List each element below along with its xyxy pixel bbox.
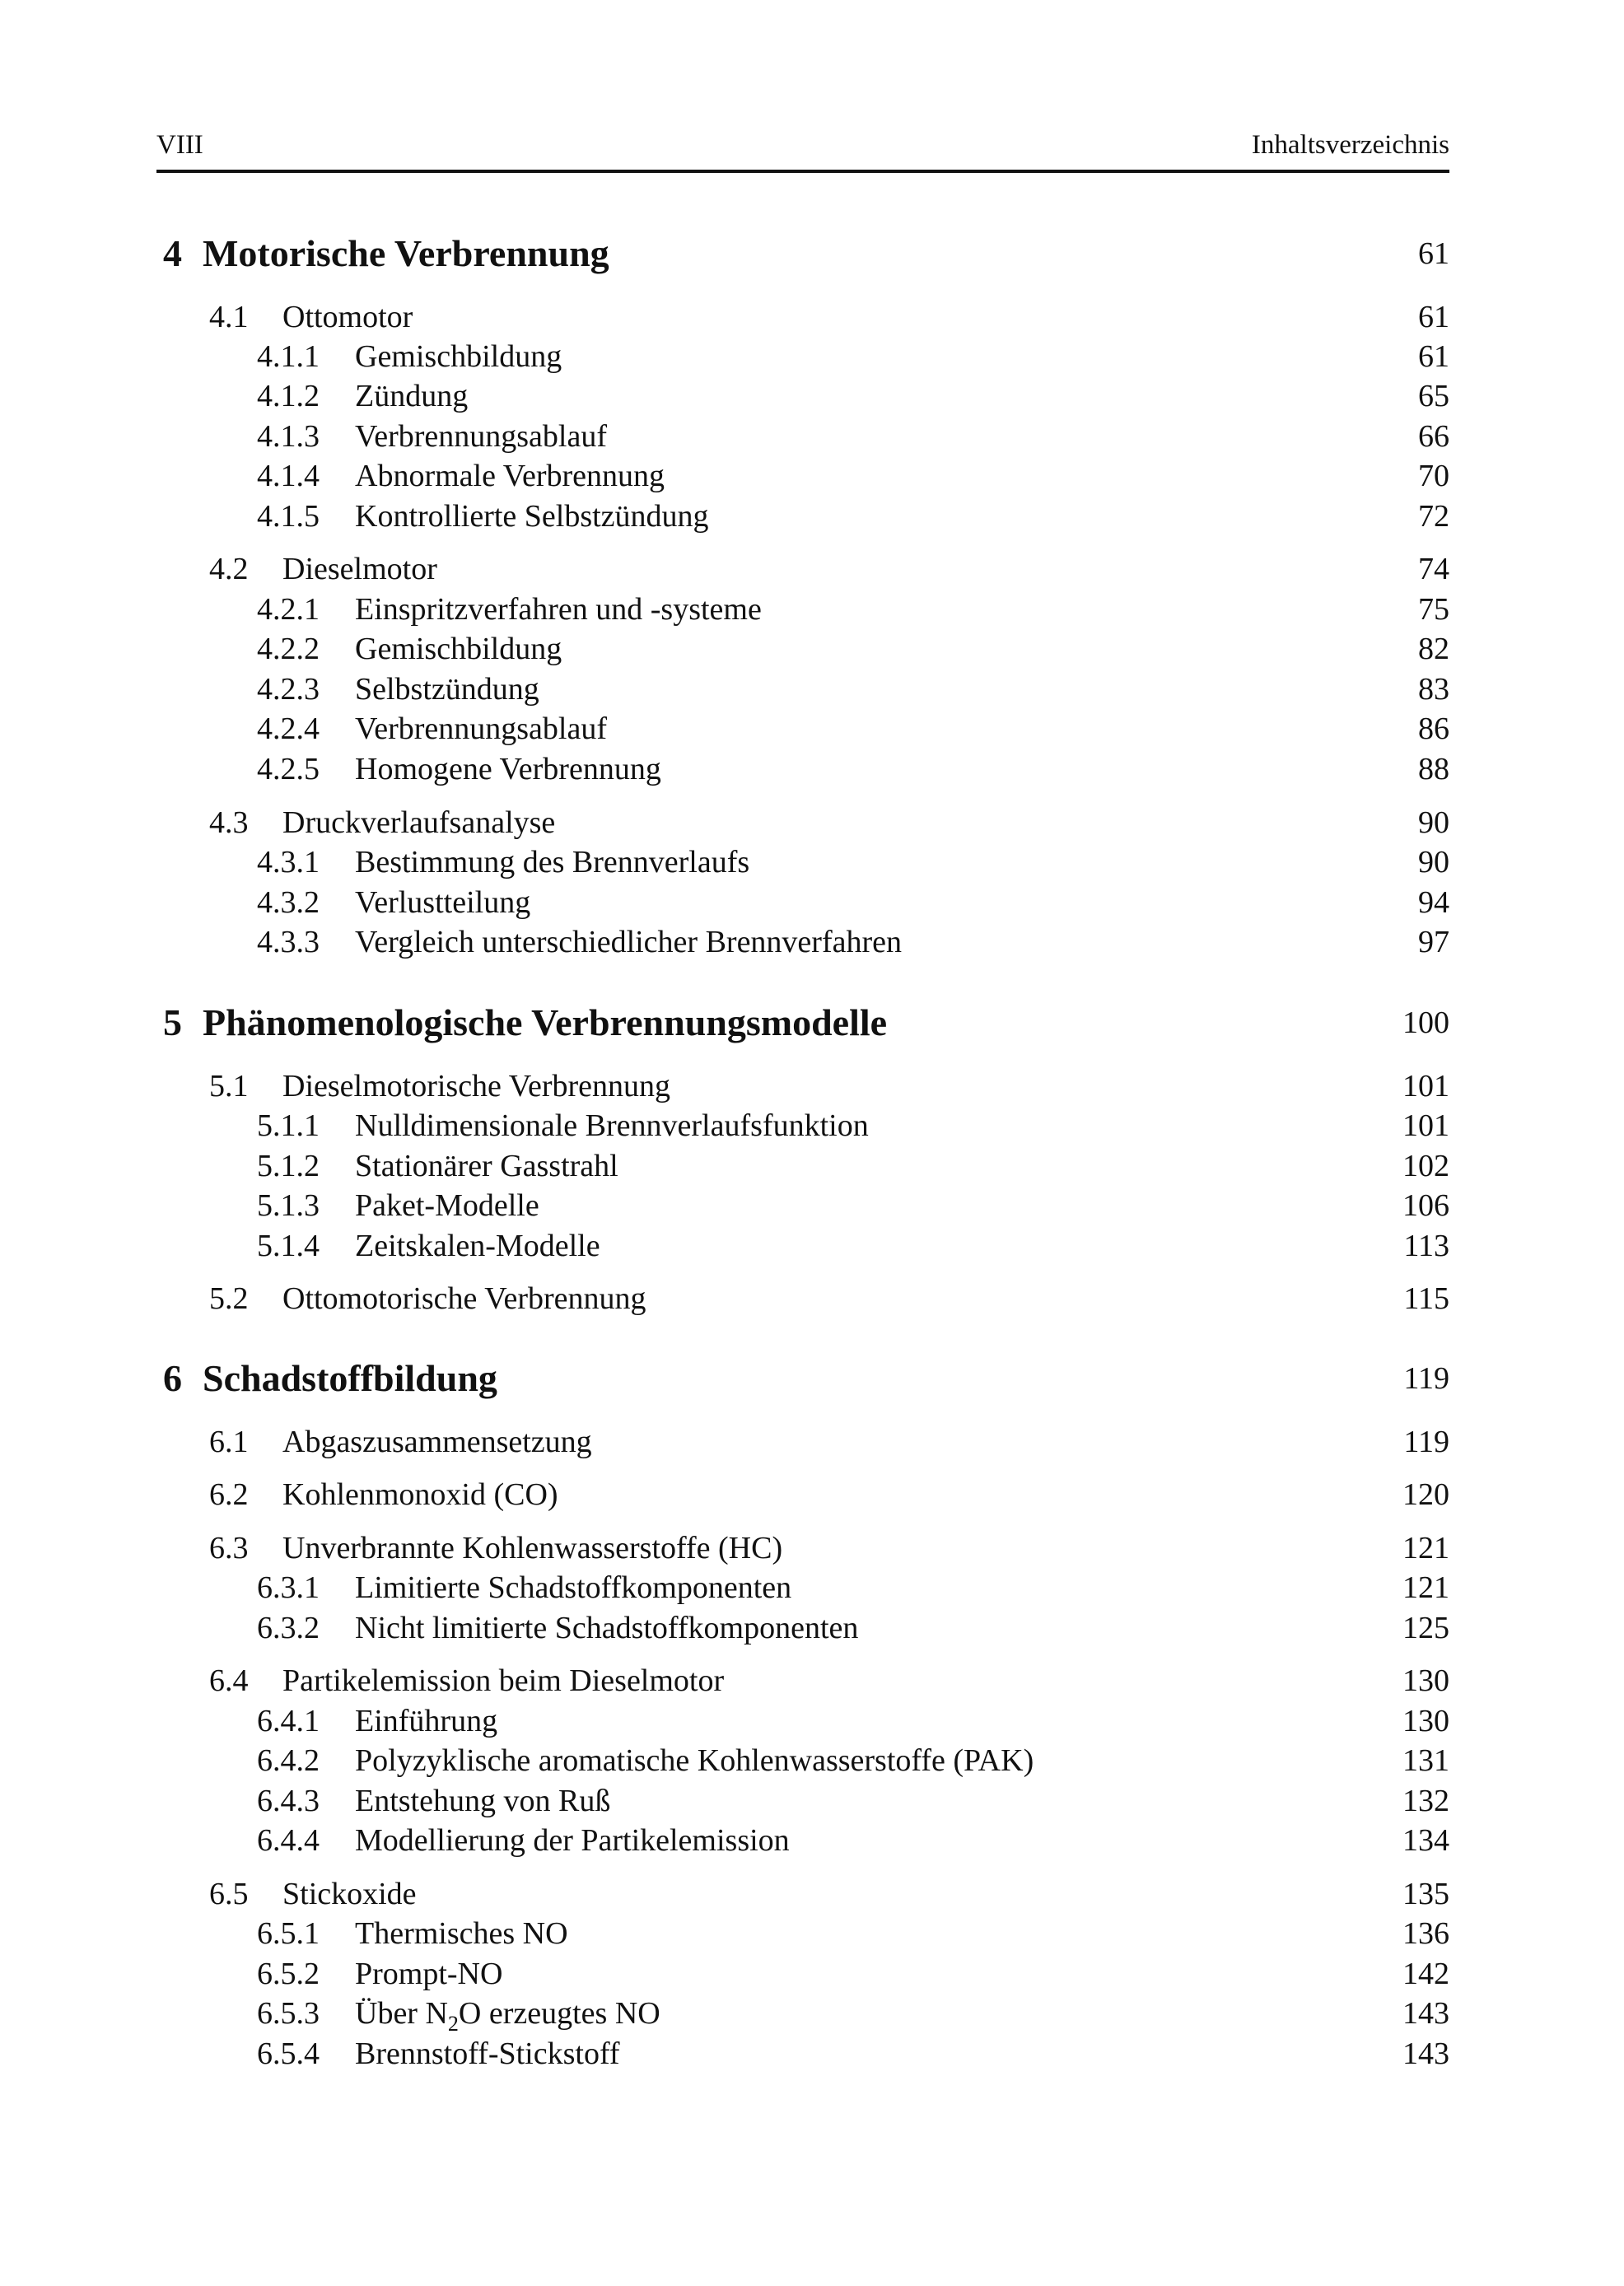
subsection-title: Thermisches NO [355, 1916, 568, 1951]
subsection-title: Nicht limitierte Schadstoffkomponenten [355, 1611, 859, 1645]
page-number: 121 [1402, 1570, 1449, 1605]
page-number: 75 [1418, 592, 1449, 627]
page-number: 94 [1418, 885, 1449, 920]
section-title: Dieselmotorische Verbrennung [282, 1069, 671, 1103]
chapter-title: Schadstoffbildung [203, 1357, 497, 1399]
subsection-number: 4.1.4 [257, 459, 320, 493]
subsection-number: 5.1.1 [257, 1108, 320, 1143]
page-number: 100 [1402, 1005, 1449, 1040]
subsection-number: 6.3.1 [257, 1570, 320, 1605]
page-number: 66 [1418, 419, 1449, 454]
toc-subsection[interactable] [0, 1781, 1624, 1821]
subsection-number: 4.2.4 [257, 711, 320, 746]
section-title: Dieselmotor [282, 552, 437, 586]
page-number: 61 [1418, 300, 1449, 334]
title-part: O erzeugtes NO [458, 1996, 660, 2031]
page-number: 119 [1403, 1425, 1449, 1459]
subsection-number: 6.4.4 [257, 1823, 320, 1858]
chapter-number: 6 [163, 1357, 182, 1399]
subsection-title: Kontrollierte Selbstzündung [355, 499, 709, 534]
page-number: 134 [1402, 1823, 1449, 1858]
toc-section[interactable] [0, 1066, 1624, 1106]
toc-subsection[interactable] [0, 337, 1624, 376]
page-number: 120 [1402, 1477, 1449, 1512]
section-number: 4.3 [209, 805, 249, 840]
subsection-number: 4.1.1 [257, 339, 320, 374]
subsection-number: 4.2.2 [257, 632, 320, 666]
page-number: 88 [1418, 752, 1449, 786]
toc-subsection[interactable] [0, 1821, 1624, 1860]
page-number: 61 [1418, 339, 1449, 374]
page-number: 132 [1402, 1784, 1449, 1818]
subsection-number: 6.5.1 [257, 1916, 320, 1951]
subsection-title: Paket-Modelle [355, 1188, 539, 1223]
subsection-title: Einführung [355, 1704, 498, 1738]
page-number: 143 [1402, 2036, 1449, 2071]
subsection-title: Modellierung der Partikelemission [355, 1823, 790, 1858]
subsection-number: 6.3.2 [257, 1611, 320, 1645]
section-number: 6.3 [209, 1531, 249, 1565]
subsection-number: 5.1.3 [257, 1188, 320, 1223]
subsection-title: Zündung [355, 379, 469, 413]
toc-subsection[interactable] [0, 417, 1624, 456]
toc-subsection[interactable] [0, 1226, 1624, 1266]
subsection-number: 6.5.4 [257, 2036, 320, 2071]
section-title: Unverbrannte Kohlenwasserstoffe (HC) [282, 1531, 783, 1565]
subsection-number: 6.4.2 [257, 1743, 320, 1778]
subsection-title: Abnormale Verbrennung [355, 459, 665, 493]
toc-subsection[interactable] [0, 497, 1624, 536]
toc-subsection[interactable] [0, 1954, 1624, 1994]
chapter-title: Motorische Verbrennung [203, 232, 609, 274]
page-number: 61 [1418, 236, 1449, 271]
page-number: 83 [1418, 672, 1449, 707]
section-title: Kohlenmonoxid (CO) [282, 1477, 558, 1512]
subsection-number: 5.1.4 [257, 1229, 320, 1263]
page-number: 90 [1418, 845, 1449, 879]
section-title: Abgaszusammensetzung [282, 1425, 592, 1459]
toc-chapter[interactable] [0, 1000, 1624, 1046]
toc-subsection[interactable] [0, 709, 1624, 749]
subsection-number: 6.5.2 [257, 1957, 320, 1991]
page-number: 86 [1418, 711, 1449, 746]
page-number: 106 [1402, 1188, 1449, 1223]
section-title: Druckverlaufsanalyse [282, 805, 556, 840]
subsection-number: 4.1.5 [257, 499, 320, 534]
section-number: 6.5 [209, 1877, 249, 1911]
chapter-number: 4 [163, 232, 182, 274]
toc-subsection[interactable] [0, 1701, 1624, 1741]
subsection-title: Vergleich unterschiedlicher Brennverfahren [355, 925, 902, 959]
subsection-title: Gemischbildung [355, 632, 562, 666]
page-number: 131 [1402, 1743, 1449, 1778]
page-number: 65 [1418, 379, 1449, 413]
toc-subsection[interactable] [0, 1914, 1624, 1953]
toc-section[interactable] [0, 1661, 1624, 1701]
subsection-title: Prompt-NO [355, 1957, 503, 1991]
subsection-number: 6.4.1 [257, 1704, 320, 1738]
subsection-title: Gemischbildung [355, 339, 562, 374]
toc-chapter[interactable] [0, 1355, 1624, 1402]
page-number: 135 [1402, 1877, 1449, 1911]
subscript: 2 [447, 2012, 459, 2036]
subsection-number: 4.2.5 [257, 752, 320, 786]
page-number: 101 [1402, 1069, 1449, 1103]
toc-subsection[interactable] [0, 1146, 1624, 1186]
subsection-number: 4.3.1 [257, 845, 320, 879]
subsection-title: Nulldimensionale Brennverlaufsfunktion [355, 1108, 869, 1143]
page-number: 102 [1402, 1149, 1449, 1183]
subsection-number: 6.5.3 [257, 1996, 320, 2031]
section-number: 4.2 [209, 552, 249, 586]
toc-section[interactable] [0, 1422, 1624, 1462]
page-number: 115 [1403, 1281, 1449, 1316]
section-title: Stickoxide [282, 1877, 417, 1911]
section-number: 6.1 [209, 1425, 249, 1459]
section-number: 6.4 [209, 1663, 249, 1698]
toc-section[interactable] [0, 1475, 1624, 1514]
page-number: 119 [1403, 1361, 1449, 1396]
page-number-roman: VIII [156, 130, 203, 160]
section-number: 5.1 [209, 1069, 249, 1103]
subsection-title: Selbstzündung [355, 672, 539, 707]
toc-subsection[interactable] [0, 922, 1624, 962]
subsection-title: Einspritzverfahren und -systeme [355, 592, 762, 627]
toc-subsection[interactable] [0, 629, 1624, 669]
subsection-number: 5.1.2 [257, 1149, 320, 1183]
page-number: 82 [1418, 632, 1449, 666]
title-part: Über N [355, 1996, 448, 2031]
subsection-title: Limitierte Schadstoffkomponenten [355, 1570, 792, 1605]
page-number: 70 [1418, 459, 1449, 493]
subsection-title: Polyzyklische aromatische Kohlenwasserstoffe (PAK) [355, 1743, 1034, 1778]
toc-subsection[interactable] [0, 669, 1624, 709]
subsection-title [355, 1994, 660, 2036]
toc-chapter[interactable] [0, 231, 1624, 277]
toc-section[interactable] [0, 1874, 1624, 1914]
subsection-number: 4.2.1 [257, 592, 320, 627]
section-title: Partikelemission beim Dieselmotor [282, 1663, 725, 1698]
subsection-title: Stationärer Gasstrahl [355, 1149, 618, 1183]
chapter-number: 5 [163, 1001, 182, 1043]
subsection-number: 6.4.3 [257, 1784, 320, 1818]
toc-subsection[interactable] [0, 883, 1624, 922]
toc-subsection[interactable] [0, 1608, 1624, 1648]
subsection-title: Verbrennungsablauf [355, 711, 608, 746]
subsection-number: 4.1.3 [257, 419, 320, 454]
page-number: 130 [1402, 1704, 1449, 1738]
page-number: 125 [1402, 1611, 1449, 1645]
toc-subsection[interactable] [0, 1741, 1624, 1780]
toc-subsection[interactable] [0, 749, 1624, 789]
subsection-number: 4.1.2 [257, 379, 320, 413]
page-number: 97 [1418, 925, 1449, 959]
header-rule [156, 170, 1449, 173]
toc-section[interactable] [0, 297, 1624, 337]
section-number: 5.2 [209, 1281, 249, 1316]
subsection-title: Brennstoff-Stickstoff [355, 2036, 620, 2071]
subsection-title: Verlustteilung [355, 885, 531, 920]
toc-subsection[interactable] [0, 1568, 1624, 1607]
toc-section[interactable] [0, 1279, 1624, 1318]
page-number: 130 [1402, 1663, 1449, 1698]
page-number: 90 [1418, 805, 1449, 840]
running-header [156, 130, 1449, 170]
toc-subsection[interactable] [0, 842, 1624, 882]
subsection-title: Entstehung von Ruß [355, 1784, 611, 1818]
toc-subsection[interactable] [0, 456, 1624, 496]
page-number: 121 [1402, 1531, 1449, 1565]
subsection-title: Verbrennungsablauf [355, 419, 608, 454]
subsection-title: Zeitskalen-Modelle [355, 1229, 600, 1263]
toc-subsection[interactable] [0, 590, 1624, 629]
toc-subsection[interactable] [0, 1994, 1624, 2036]
running-title: Inhaltsverzeichnis [1251, 130, 1449, 160]
subsection-number: 4.3.2 [257, 885, 320, 920]
page-number: 101 [1402, 1108, 1449, 1143]
page-number: 136 [1402, 1916, 1449, 1951]
page-number: 74 [1418, 552, 1449, 586]
section-title: Ottomotor [282, 300, 413, 334]
chapter-title: Phänomenologische Verbrennungsmodelle [203, 1001, 888, 1043]
toc-subsection[interactable] [0, 1106, 1624, 1145]
subsection-title: Homogene Verbrennung [355, 752, 661, 786]
subsection-title: Bestimmung des Brennverlaufs [355, 845, 750, 879]
toc-subsection[interactable] [0, 1186, 1624, 1225]
section-number: 6.2 [209, 1477, 249, 1512]
toc-subsection[interactable] [0, 376, 1624, 416]
page-number: 143 [1402, 1996, 1449, 2031]
toc-section[interactable] [0, 549, 1624, 589]
page-number: 142 [1402, 1957, 1449, 1991]
toc-section[interactable] [0, 803, 1624, 842]
section-number: 4.1 [209, 300, 249, 334]
section-title: Ottomotorische Verbrennung [282, 1281, 646, 1316]
subsection-number: 4.2.3 [257, 672, 320, 707]
page-number: 113 [1403, 1229, 1449, 1263]
page-number: 72 [1418, 499, 1449, 534]
subsection-number: 4.3.3 [257, 925, 320, 959]
toc-section[interactable] [0, 1528, 1624, 1568]
toc-subsection[interactable] [0, 2034, 1624, 2074]
